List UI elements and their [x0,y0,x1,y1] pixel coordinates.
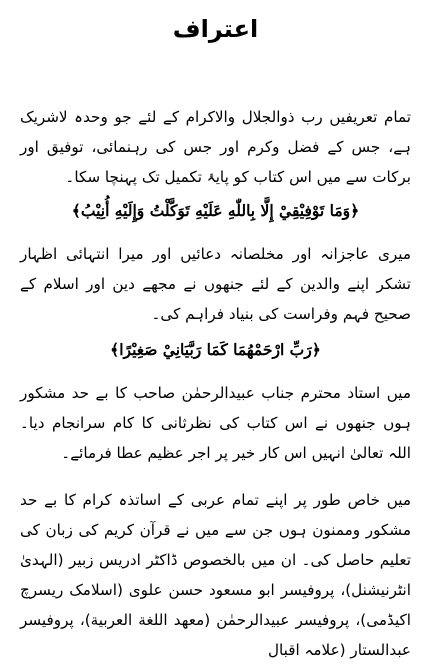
paragraph-1: تمام تعریفیں رب ذوالجلال والاکرام کے لئے جو وحدہ لاشریک ہے، جس کے فضل وکرم اور جس کی رہنمائی، توفیق اور برکات سے میں اس کتاب کو پایۂ تکمیل تک پہنچا سکا۔ [20,108,411,186]
quranic-verse-1: ﴿وَمَا تَوْفِيْقِيْ إِلَّا بِاللّٰهِ عَلَيْهِ تَوَكَّلْتُ وَإِلَيْهِ أُنِيْبُ﴾ [71,201,360,220]
quranic-verse-2: ﴿رَبِّ ارْحَمْهُمَا كَمَا رَبَّيَانِيْ صَغِيْرًا﴾ [110,340,321,359]
paragraph-3: میں استاد محترم جناب عبیدالرحمٰن صاحب کا بے حد مشکور ہوں جنھوں نے اس کتاب کی نظرثانی کا کام سرانجام دیا۔ اللہ تعالیٰ انہیں اس کار خیر پر اجر عظیم عطا فرمائے۔ [20,384,411,462]
paragraph-4: میں خاص طور پر اپنے تمام عربی کے اساتذہ کرام کا بے حد مشکور وممنون ہوں جن سے میں نے قرآن کریم کی زبان کی تعلیم حاصل کی۔ ان میں بالخصوص ڈاکٹر ادریس زبیر (الہدیٰ انٹرنیشنل)، پروفیسر ابو مسعود حسن علوی (اسلامک ریسرچ اکیڈمی)، پروفیسر عبیدالرحمٰن (معهد اللغة العربية)، پروفیسر عبدالستار (علامہ اقبال [20,491,411,659]
paragraph-2: میری عاجزانہ اور مخلصانہ دعائیں اور میرا انتہائی اظہار تشکر اپنے والدین کے لئے جنھوں نے مجھے دین اور اسلام کے صحیح فہم وفراست کی بنیاد فراہم کی۔ [20,245,411,323]
page-title: اعتراف [172,15,259,43]
